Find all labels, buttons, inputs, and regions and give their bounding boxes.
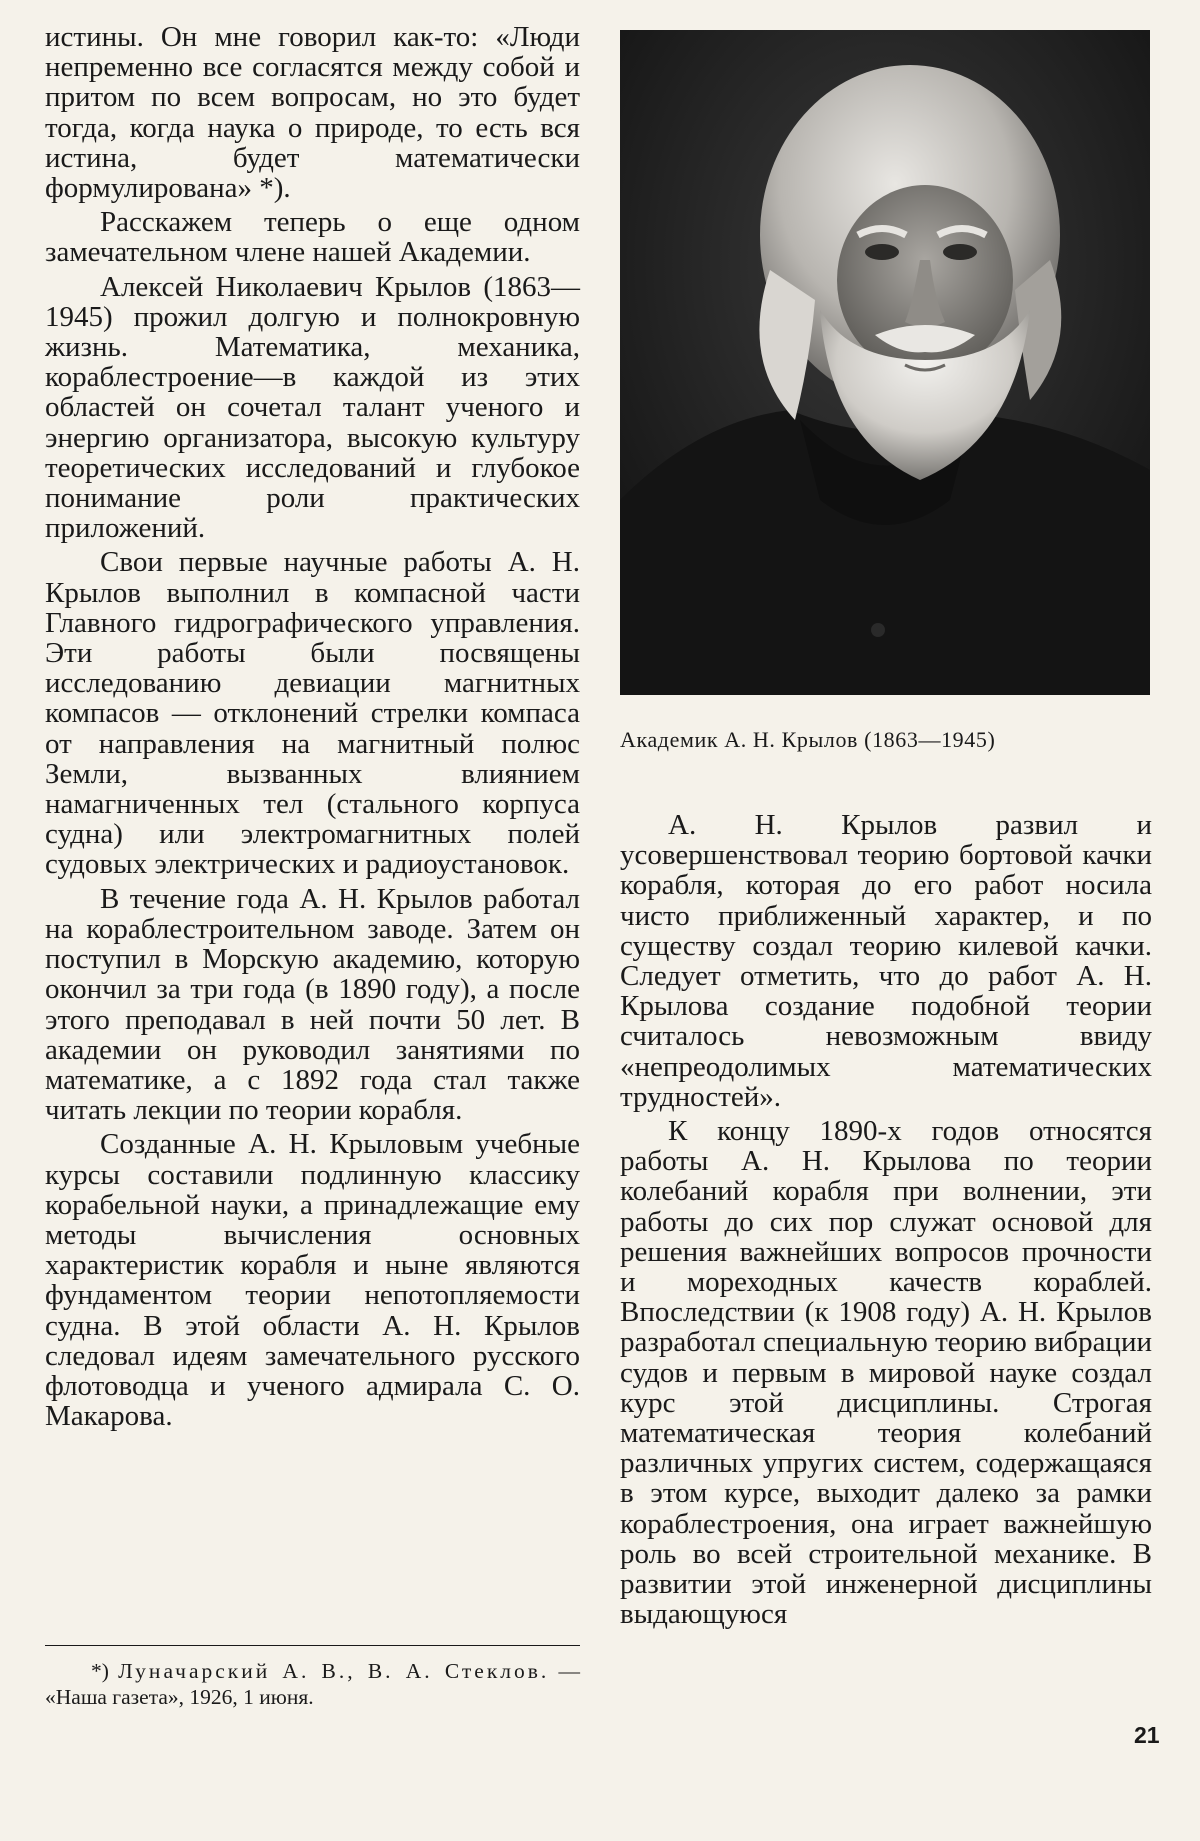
right-column: [620, 810, 1152, 1633]
footnote-marker: *): [91, 1659, 109, 1683]
right-paragraph-2: К концу 1890-х годов относятся работы А. Н. Крылова по теории колебаний корабля при волнении, эти работы до сих пор служат основой для решения важнейших вопросов прочности и мореходных качеств кораблей. Впоследствии (к 1908 году) А. Н. Крылов разработал специальную теорию вибрации судов и первым в мировой науке создал курс этой дисциплины. Строгая математическая теория колебаний различных упругих систем, содержащаяся в этом курсе, выходит далеко за рамки кораблестроения, она играет важнейшую роль во всей строительной механике. В развитии этой инженерной дисциплины выдающуюся: [620, 1115, 1152, 1631]
footnote: [45, 1658, 580, 1710]
left-column: [45, 22, 580, 1435]
portrait-image: [620, 30, 1150, 695]
left-paragraph-6: Созданные А. Н. Крыловым учебные курсы составили подлинную классику корабельной науки, а принадлежащие ему методы вычисления основных характеристик корабля и ныне являются фундаментом теории непотопляемости судна. В этой области А. Н. Крылов следовал идеям замечательного русского флотоводца и ученого адмирала С. О. Макарова.: [45, 1128, 580, 1433]
left-paragraph-4: Свои первые научные работы А. Н. Крылов выполнил в компасной части Главного гидрографического управления. Эти работы были посвящены исследованию девиации магнитных компасов — отклонений стрелки компаса от направления на магнитный полюс Земли, вызванных влиянием намагниченных тел (стального корпуса судна) или электромагнитных полей судовых электрических и радиоустановок.: [45, 546, 580, 881]
footnote-source: — «Наша газета», 1926, 1 июня.: [45, 1659, 580, 1709]
footnote-divider: [45, 1645, 580, 1646]
right-paragraph-1: А. Н. Крылов развил и усовершенствовал теорию бортовой качки корабля, которая до его работ носила чисто приближенный характер, и по существу создал теорию килевой качки. Следует отметить, что до работ А. Н. Крылова создание подобной теории считалось невозможным ввиду «непреодолимых математических трудностей».: [620, 809, 1152, 1113]
portrait-photo: [620, 30, 1150, 695]
photo-caption: Академик А. Н. Крылов (1863—1945): [620, 727, 996, 752]
left-paragraph-5: В течение года А. Н. Крылов работал на кораблестроительном заводе. Затем он поступил в Морскую академию, которую окончил за три года (в 1890 году), а после этого преподавал в ней почти 50 лет. В академии он руководил занятиями по математике, а с 1892 года стал также читать лекции по теории корабля.: [45, 882, 580, 1127]
footnote-author: Луначарский А. В., В. А. Стеклов.: [118, 1659, 550, 1683]
left-paragraph-3: Алексей Николаевич Крылов (1863—1945) прожил долгую и полнокровную жизнь. Математика, механика, кораблестроение—в каждой из этих областей он сочетал талант ученого и энергию организатора, высокую культуру теоретических исследований и глубокое понимание роли практических приложений.: [45, 270, 580, 545]
left-paragraph-1: истины. Он мне говорил как-то: «Люди непременно все согласятся между собой и притом по всем вопросам, но это будет тогда, когда наука о природе, то есть вся истина, будет математически формулирована» *).: [45, 21, 580, 205]
page-number: 21: [1134, 1722, 1160, 1748]
left-paragraph-2: Расскажем теперь о еще одном замечательном члене нашей Академии.: [45, 206, 580, 269]
